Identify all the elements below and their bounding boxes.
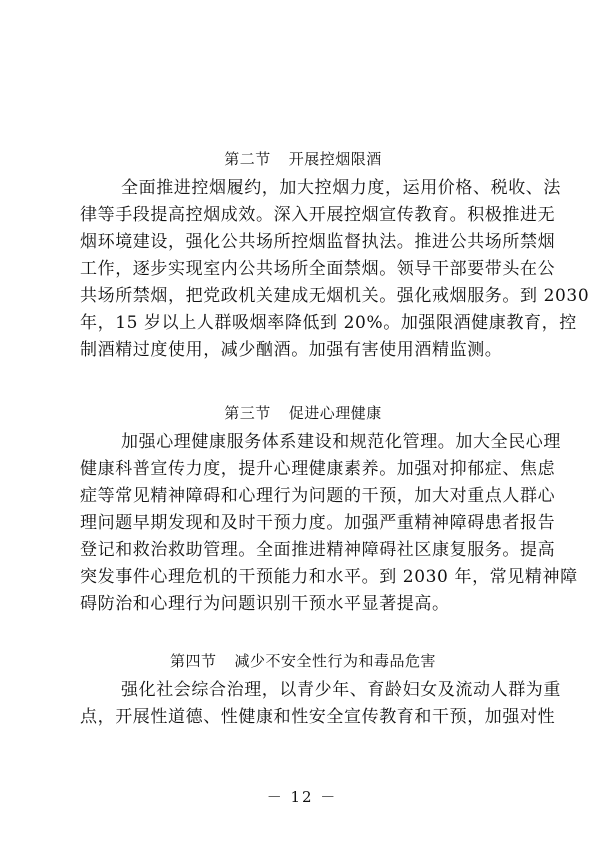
section-number: 第三节 bbox=[224, 404, 271, 422]
paragraph-line: 律等手段提高控烟成效。深入开展控烟宣传教育。积极推进无 bbox=[80, 205, 556, 225]
section-title: 促进心理健康 bbox=[288, 404, 382, 422]
paragraph-line: 加强心理健康服务体系建设和规范化管理。加大全民心理 bbox=[121, 432, 561, 452]
paragraph-line: 健康科普宣传力度，提升心理健康素养。加强对抑郁症、焦虑 bbox=[80, 459, 556, 479]
section-number: 第二节 bbox=[224, 150, 271, 168]
section-title: 减少不安全性行为和毒品危害 bbox=[234, 652, 437, 670]
paragraph-line: 登记和救治救助管理。全面推进精神障碍社区康复服务。提高 bbox=[80, 540, 556, 560]
paragraph-line: 工作，逐步实现室内公共场所全面禁烟。领导干部要带头在公 bbox=[80, 259, 556, 279]
paragraph-line: 点，开展性道德、性健康和性安全宣传教育和干预，加强对性 bbox=[80, 707, 556, 727]
paragraph-line: 理问题早期发现和及时干预力度。加强严重精神障碍患者报告 bbox=[80, 513, 556, 533]
section-heading-2 bbox=[80, 148, 526, 170]
section-heading-4 bbox=[80, 650, 526, 672]
page-number: － 12 － bbox=[266, 788, 338, 806]
paragraph-line: 全面推进控烟履约，加大控烟力度，运用价格、税收、法 bbox=[121, 178, 561, 198]
paragraph-line: 碍防治和心理行为问题识别干预水平显著提高。 bbox=[80, 594, 450, 614]
section-title: 开展控烟限酒 bbox=[288, 150, 382, 168]
paragraph-line: 突发事件心理危机的干预能力和水平。到 2030 年，常见精神障 bbox=[80, 567, 578, 587]
paragraph-line: 共场所禁烟，把党政机关建成无烟机关。强化戒烟服务。到 2030 bbox=[80, 286, 590, 306]
paragraph-line: 强化社会综合治理，以青少年、育龄妇女及流动人群为重 bbox=[121, 680, 561, 700]
section-number: 第四节 bbox=[169, 652, 217, 670]
paragraph-line: 制酒精过度使用，减少酗酒。加强有害使用酒精监测。 bbox=[80, 340, 503, 360]
paragraph-line: 烟环境建设，强化公共场所控烟监督执法。推进公共场所禁烟 bbox=[80, 232, 556, 252]
paragraph-line: 年，15 岁以上人群吸烟率降低到 20%。加强限酒健康教育，控 bbox=[80, 313, 577, 333]
paragraph-line: 症等常见精神障碍和心理行为问题的干预，加大对重点人群心 bbox=[80, 486, 556, 506]
section-heading-3 bbox=[80, 402, 526, 424]
